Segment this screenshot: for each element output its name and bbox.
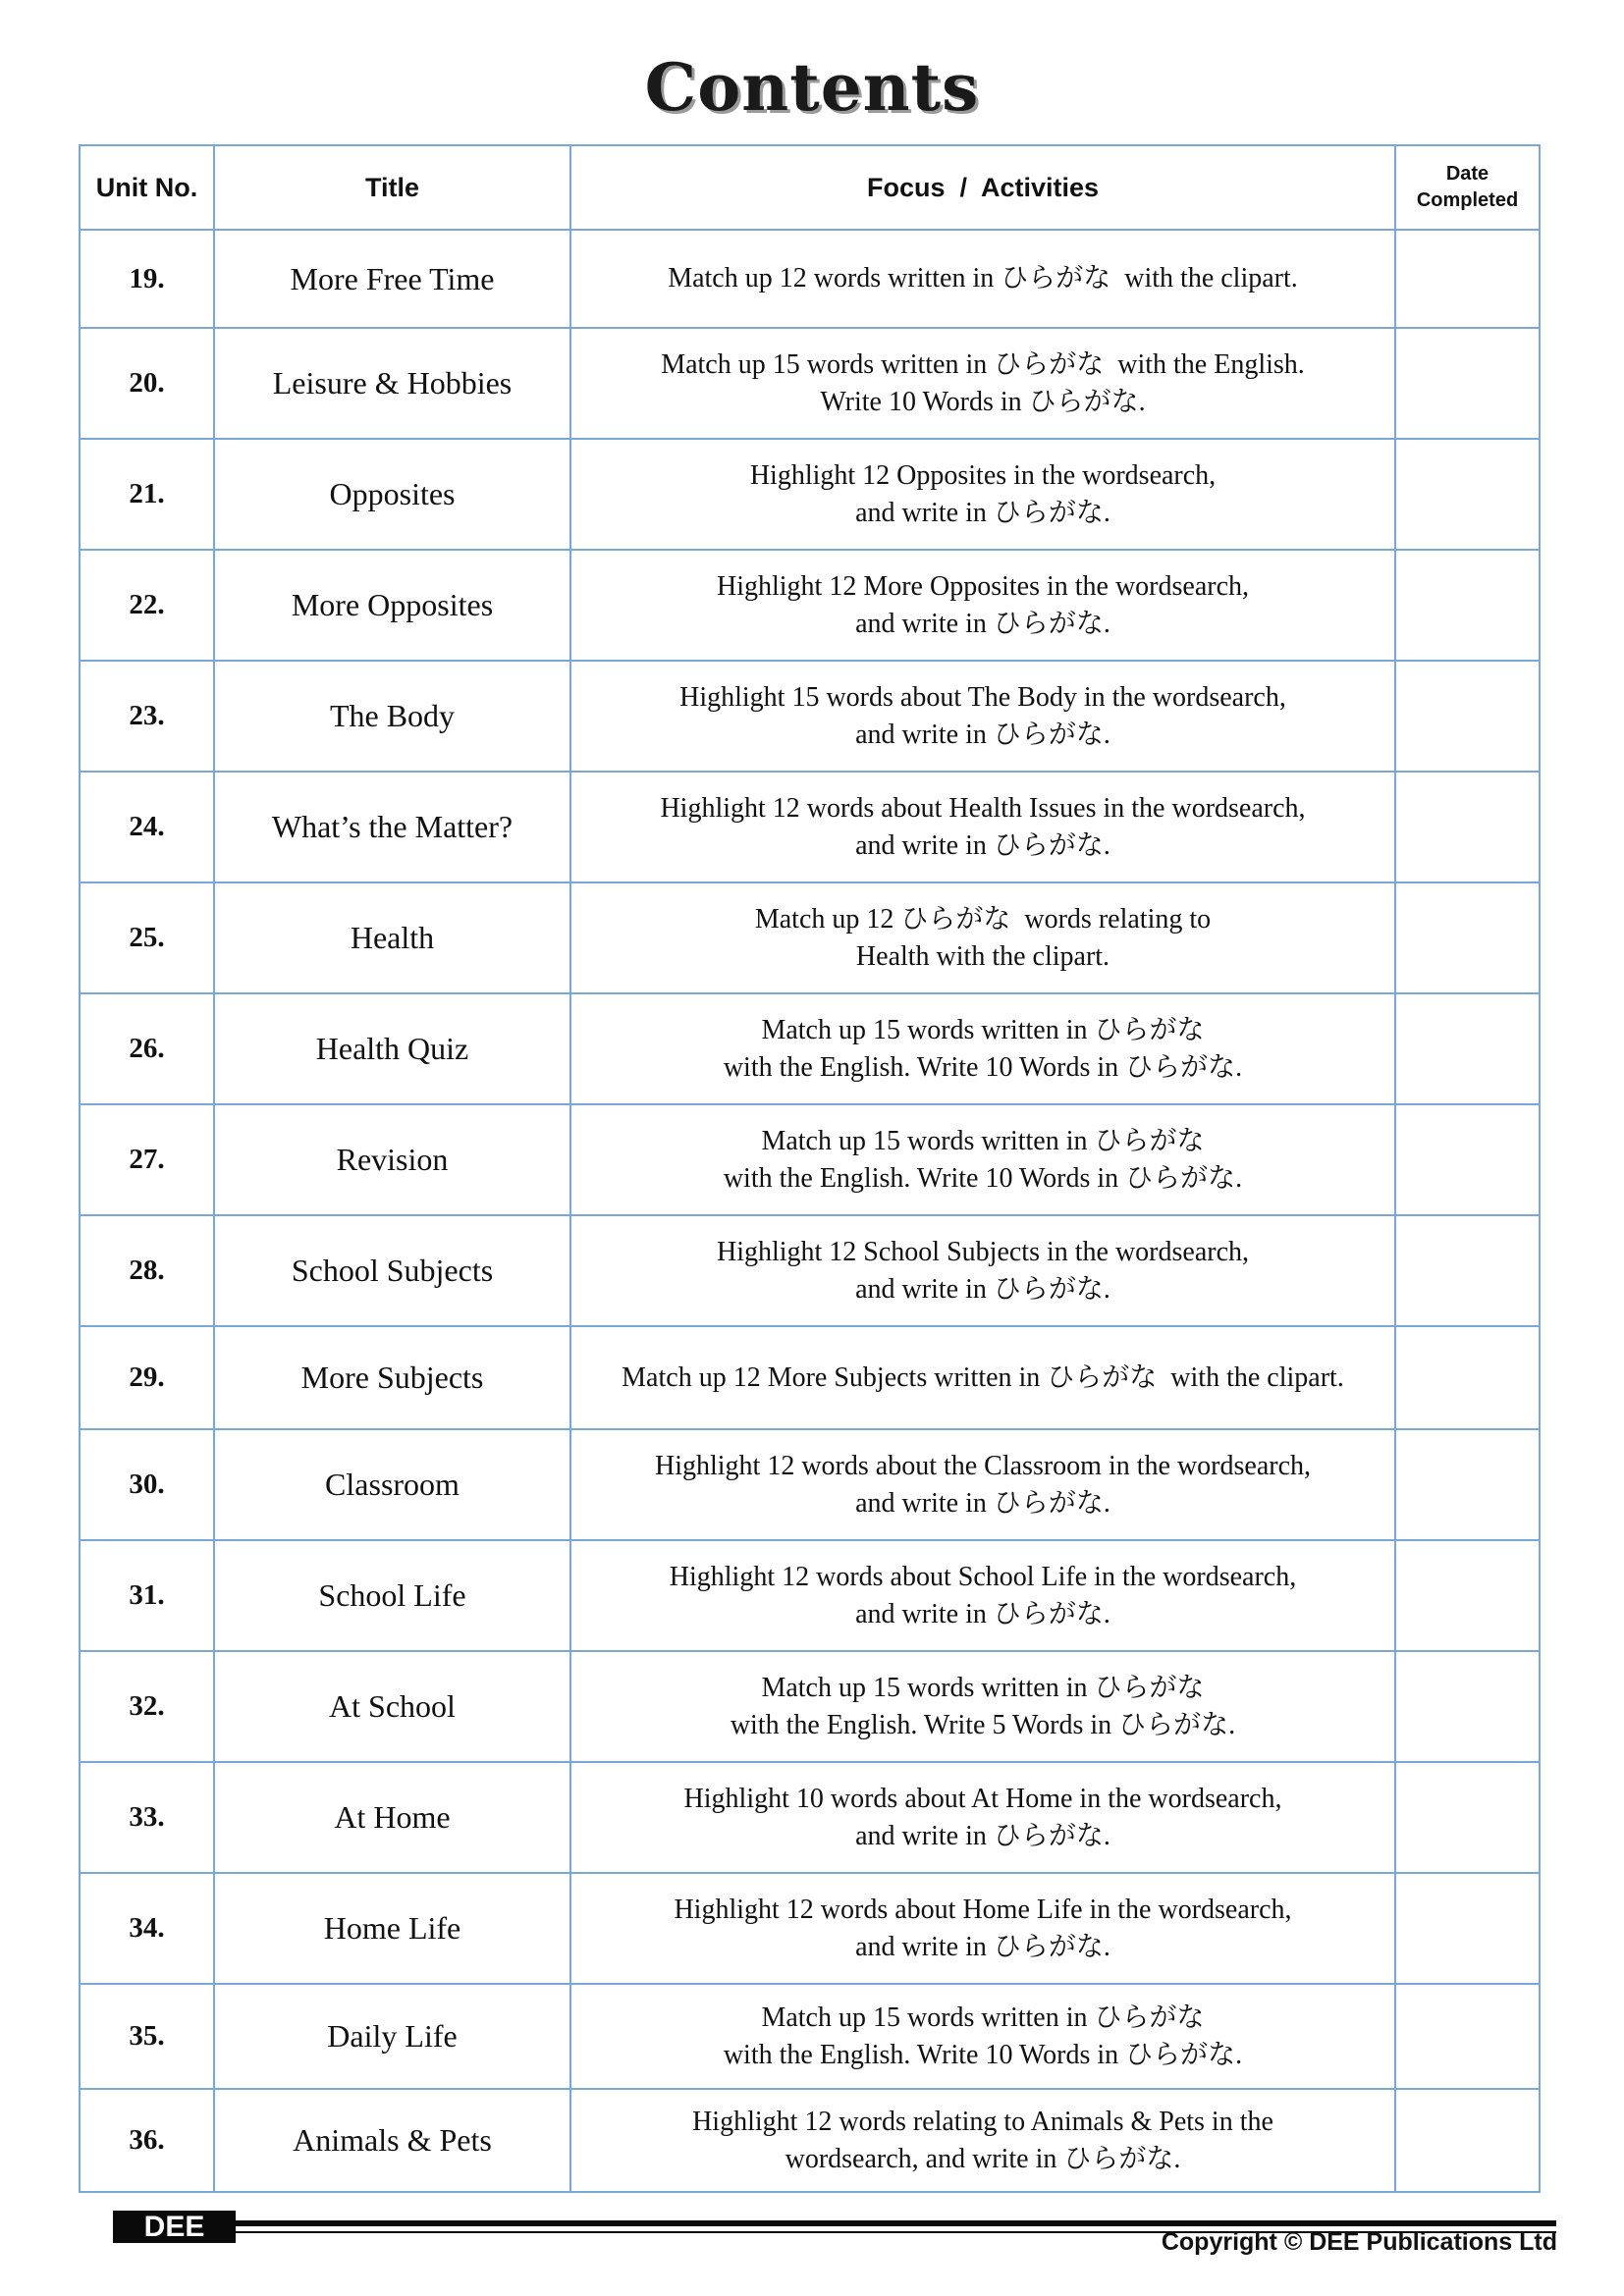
unit-title: What’s the Matter?	[214, 772, 570, 882]
table-row	[80, 1326, 1540, 1429]
unit-title: Health	[214, 882, 570, 993]
focus-activities	[570, 1429, 1395, 1540]
focus-activities	[570, 550, 1395, 661]
table-body	[80, 230, 1540, 2192]
unit-number: 20.	[80, 328, 214, 439]
focus-activities	[570, 993, 1395, 1104]
unit-title: At School	[214, 1651, 570, 1762]
table-row	[80, 1429, 1540, 1540]
focus-line: Highlight 15 words about The Body in the wordsearch,	[679, 681, 1286, 713]
unit-title: Classroom	[214, 1429, 570, 1540]
focus-line: Health with the clipart.	[855, 940, 1110, 972]
copyright-notice: Copyright © DEE Publications Ltd	[1161, 2228, 1557, 2256]
date-completed-cell[interactable]	[1395, 1104, 1540, 1215]
date-completed-cell[interactable]	[1395, 661, 1540, 772]
header-date-completed	[1395, 145, 1540, 230]
unit-number: 24.	[80, 772, 214, 882]
focus-activities	[570, 1104, 1395, 1215]
unit-title: Opposites	[214, 439, 570, 550]
unit-number: 22.	[80, 550, 214, 661]
unit-title: More Opposites	[214, 550, 570, 661]
unit-title: Leisure & Hobbies	[214, 328, 570, 439]
focus-line: with the English. Write 10 Words in ひらがな.	[723, 2039, 1243, 2070]
unit-number: 32.	[80, 1651, 214, 1762]
focus-line: Match up 15 words written in ひらがな	[761, 2002, 1205, 2033]
unit-number: 26.	[80, 993, 214, 1104]
focus-line: Highlight 12 Opposites in the wordsearch,	[749, 459, 1217, 491]
unit-number: 31.	[80, 1540, 214, 1651]
table-row	[80, 1540, 1540, 1651]
focus-line: and write in ひらがな.	[855, 719, 1110, 750]
focus-activities	[570, 1215, 1395, 1326]
unit-title: The Body	[214, 661, 570, 772]
date-completed-cell[interactable]	[1395, 1762, 1540, 1873]
table-row	[80, 882, 1540, 993]
unit-title: Health Quiz	[214, 993, 570, 1104]
table-row	[80, 772, 1540, 882]
focus-line: Write 10 Words in ひらがな.	[820, 386, 1146, 417]
focus-line: and write in ひらがな.	[855, 1598, 1110, 1629]
header-unit-no: Unit No.	[80, 145, 214, 230]
focus-line: Highlight 12 More Opposites in the wordsearch,	[716, 570, 1250, 602]
date-completed-cell[interactable]	[1395, 1429, 1540, 1540]
date-completed-cell[interactable]	[1395, 1873, 1540, 1984]
focus-line: with the English. Write 10 Words in ひらがな.	[723, 1051, 1243, 1083]
contents-table	[79, 144, 1541, 2193]
footer-rule	[236, 2220, 1556, 2226]
unit-title: School Life	[214, 1540, 570, 1651]
focus-activities	[570, 882, 1395, 993]
focus-line: with the English. Write 5 Words in ひらがな.	[730, 1709, 1236, 1740]
date-completed-cell[interactable]	[1395, 2089, 1540, 2192]
unit-number: 27.	[80, 1104, 214, 1215]
unit-number: 35.	[80, 1984, 214, 2089]
focus-line: and write in ひらがな.	[855, 1820, 1110, 1851]
focus-line: with the English. Write 10 Words in ひらがな.	[723, 1162, 1243, 1194]
focus-activities	[570, 1873, 1395, 1984]
dee-logo: DEE	[113, 2211, 236, 2243]
table-row	[80, 661, 1540, 772]
focus-line: Highlight 12 School Subjects in the wordsearch,	[716, 1236, 1250, 1267]
date-completed-cell[interactable]	[1395, 772, 1540, 882]
table-row	[80, 230, 1540, 328]
focus-line: and write in ひらがな.	[855, 829, 1110, 861]
unit-title: School Subjects	[214, 1215, 570, 1326]
focus-line: Highlight 12 words about Home Life in the wordsearch,	[674, 1894, 1292, 1925]
focus-activities	[570, 230, 1395, 328]
focus-activities	[570, 1762, 1395, 1873]
unit-number: 21.	[80, 439, 214, 550]
date-completed-cell[interactable]	[1395, 882, 1540, 993]
unit-title: Revision	[214, 1104, 570, 1215]
unit-title: More Free Time	[214, 230, 570, 328]
header-date-line1: Date	[1445, 163, 1489, 185]
focus-activities	[570, 328, 1395, 439]
focus-line: and write in ひらがな.	[855, 1273, 1110, 1305]
table-row	[80, 439, 1540, 550]
table-row	[80, 1104, 1540, 1215]
focus-line: Match up 15 words written in ひらがな	[761, 1014, 1205, 1045]
focus-line: Match up 15 words written in ひらがな	[761, 1125, 1205, 1156]
focus-line: Highlight 12 words about School Life in the wordsearch,	[669, 1561, 1297, 1592]
date-completed-cell[interactable]	[1395, 230, 1540, 328]
table-header-row	[80, 145, 1540, 230]
focus-line: and write in ひらがな.	[855, 1487, 1110, 1519]
date-completed-cell[interactable]	[1395, 1984, 1540, 2089]
unit-title: More Subjects	[214, 1326, 570, 1429]
unit-title: Daily Life	[214, 1984, 570, 2089]
unit-title: At Home	[214, 1762, 570, 1873]
unit-title: Home Life	[214, 1873, 570, 1984]
table-row	[80, 550, 1540, 661]
unit-number: 34.	[80, 1873, 214, 1984]
table-row	[80, 1215, 1540, 1326]
table-row	[80, 1984, 1540, 2089]
page-title: Contents	[644, 49, 980, 126]
unit-number: 28.	[80, 1215, 214, 1326]
header-date-line2: Completed	[1416, 189, 1519, 211]
date-completed-cell[interactable]	[1395, 993, 1540, 1104]
date-completed-cell[interactable]	[1395, 1215, 1540, 1326]
unit-number: 29.	[80, 1326, 214, 1429]
focus-activities	[570, 1984, 1395, 2089]
focus-activities	[570, 1326, 1395, 1429]
focus-line: and write in ひらがな.	[855, 608, 1110, 639]
date-completed-cell[interactable]	[1395, 550, 1540, 661]
focus-line: Match up 12 More Subjects written in ひらがな with the clipart.	[622, 1362, 1344, 1393]
unit-number: 33.	[80, 1762, 214, 1873]
focus-line: Highlight 12 words about Health Issues in the wordsearch,	[660, 792, 1306, 824]
date-completed-cell[interactable]	[1395, 1651, 1540, 1762]
table-row	[80, 2089, 1540, 2192]
focus-activities	[570, 1540, 1395, 1651]
focus-activities	[570, 661, 1395, 772]
focus-activities	[570, 772, 1395, 882]
table-row	[80, 993, 1540, 1104]
unit-number: 19.	[80, 230, 214, 328]
date-completed-cell[interactable]	[1395, 1540, 1540, 1651]
focus-line: Highlight 12 words relating to Animals & Pets in the	[692, 2106, 1273, 2137]
focus-line: Match up 12 ひらがな words relating to	[754, 903, 1212, 934]
focus-line: Match up 15 words written in ひらがな	[761, 1672, 1205, 1703]
focus-activities	[570, 439, 1395, 550]
date-completed-cell[interactable]	[1395, 1326, 1540, 1429]
table-row	[80, 1651, 1540, 1762]
table-row	[80, 328, 1540, 439]
table-row	[80, 1762, 1540, 1873]
focus-line: and write in ひらがな.	[855, 1931, 1110, 1962]
header-title: Title	[214, 145, 570, 230]
unit-title: Animals & Pets	[214, 2089, 570, 2192]
date-completed-cell[interactable]	[1395, 328, 1540, 439]
unit-number: 36.	[80, 2089, 214, 2192]
focus-line: Match up 15 words written in ひらがな with the English.	[661, 348, 1305, 380]
focus-line: Match up 12 words written in ひらがな with the clipart.	[668, 263, 1298, 294]
focus-line: wordsearch, and write in ひらがな.	[785, 2143, 1181, 2174]
unit-number: 25.	[80, 882, 214, 993]
date-completed-cell[interactable]	[1395, 439, 1540, 550]
unit-number: 30.	[80, 1429, 214, 1540]
unit-number: 23.	[80, 661, 214, 772]
focus-line: Highlight 10 words about At Home in the wordsearch,	[683, 1783, 1282, 1814]
focus-activities	[570, 2089, 1395, 2192]
focus-line: and write in ひらがな.	[855, 497, 1110, 528]
focus-line: Highlight 12 words about the Classroom in the wordsearch,	[654, 1450, 1311, 1481]
header-focus-activities: Focus / Activities	[570, 145, 1395, 230]
table-row	[80, 1873, 1540, 1984]
focus-activities	[570, 1651, 1395, 1762]
